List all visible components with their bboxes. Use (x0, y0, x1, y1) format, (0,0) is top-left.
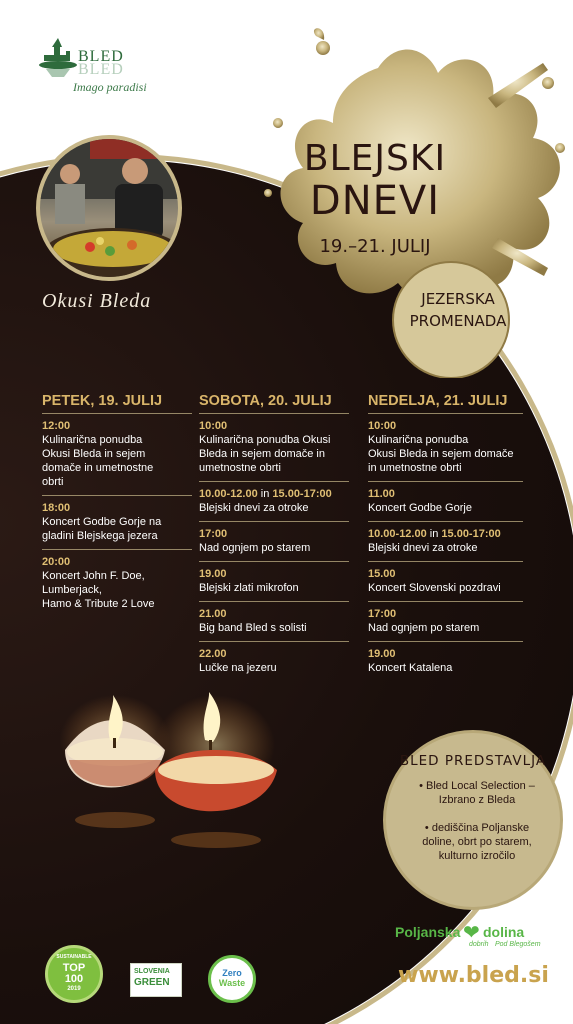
schedule-entry (42, 495, 192, 549)
entry-text: Koncert Katalena (368, 662, 453, 674)
bled-predstavlja-circle (383, 730, 563, 910)
poljanska-dolina-logo (395, 918, 545, 952)
bled-logo (38, 28, 168, 100)
promo-title: BLED PREDSTAVLJA (399, 753, 547, 769)
promo-item: • Bled Local Selection – Izbrano z Bleda (419, 780, 535, 806)
top100-badge (45, 945, 103, 1003)
schedule-entry (368, 413, 523, 481)
okusi-bleda-signature: Okusi Bleda (42, 290, 152, 312)
schedule-entry (368, 481, 523, 521)
bled-logo-icon (38, 33, 78, 83)
entry-text: Koncert Godbe Gorje na gladini Blejskega jezera (42, 516, 162, 542)
entry-time: 12:00 (42, 420, 71, 432)
schedule-entry (199, 521, 349, 561)
entry-text: Kulinarična ponudba Okusi Bleda in sejem domače in umetnostne obrti (368, 434, 514, 474)
entry-text: Big band Bled s solisti (199, 622, 307, 634)
entry-time: 18:00 (42, 502, 71, 514)
entry-time-end: 15.00-17:00 (272, 488, 332, 500)
entry-text: Nad ognjem po starem (199, 542, 311, 554)
schedule-entry (199, 413, 349, 481)
zero-waste-badge (208, 955, 256, 1003)
event-title-line1: BLEJSKI (303, 138, 447, 179)
event-title-line2: DNEVI (309, 178, 441, 224)
day-heading: NEDELJA, 21. JULIJ (368, 393, 508, 409)
event-dates: 19.–21. JULIJ (319, 236, 431, 257)
schedule-entry (199, 641, 349, 681)
entry-text: Koncert Godbe Gorje (368, 502, 472, 514)
badge-green-line2: GREEN (134, 977, 170, 988)
entry-time-start: 10.00-12.00 (199, 488, 258, 500)
badge-zero-line2: Waste (218, 978, 246, 988)
entry-time-start: 10.00-12.00 (368, 528, 427, 540)
entry-time (199, 487, 349, 501)
badge-top-line4: 2019 (67, 986, 81, 992)
day-heading: PETEK, 19. JULIJ (42, 393, 163, 409)
entry-time: 10:00 (199, 420, 228, 432)
schedule-entry (199, 561, 349, 601)
schedule-entry (42, 413, 192, 495)
brand-tagline: Imago paradisi (73, 80, 147, 94)
schedule-entry (368, 561, 523, 601)
entry-time: 17:00 (368, 608, 397, 620)
schedule-day-sunday (368, 393, 523, 681)
schedule-entry (42, 549, 192, 617)
entry-time: 19.00 (199, 568, 227, 580)
schedule-entry (199, 481, 349, 521)
slovenia-green-badge (130, 963, 182, 997)
entry-text: Nad ognjem po starem (368, 622, 480, 634)
entry-time (368, 527, 523, 541)
partner-sub1: dobrih (469, 941, 489, 948)
entry-time-joiner: in (257, 488, 273, 500)
entry-text: Lučke na jezeru (199, 662, 277, 674)
entry-time: 21.00 (199, 608, 227, 620)
entry-time: 15.00 (368, 568, 396, 580)
partner-sub2: Pod Blegošem (495, 941, 541, 948)
website-url[interactable]: www.bled.si (398, 963, 549, 988)
schedule-day-saturday (199, 393, 349, 681)
entry-text: Koncert John F. Doe, Lumberjack, Hamo & Tribute 2 Love (42, 570, 155, 610)
candles-image (55, 690, 295, 890)
chef-photo (36, 135, 182, 281)
partner-word1: Poljanska (395, 924, 461, 940)
schedule-entry (368, 521, 523, 561)
venue-line1: JEZERSKA (421, 290, 495, 308)
brand-name: BLED (78, 48, 124, 65)
entry-text: Koncert Slovenski pozdravi (368, 582, 501, 594)
entry-time: 10:00 (368, 420, 397, 432)
badge-zero-line1: Zero (222, 968, 242, 978)
entry-text: Kulinarična ponudba Okusi Bleda in sejem domače in umetnostne obrti (199, 434, 331, 474)
partner-word2: dolina (483, 924, 525, 940)
entry-text: Blejski dnevi za otroke (368, 542, 478, 554)
entry-time-end: 15.00-17:00 (441, 528, 501, 540)
entry-text: Blejski dnevi za otroke (199, 502, 309, 514)
day-heading: SOBOTA, 20. JULIJ (199, 393, 332, 409)
schedule-day-friday (42, 393, 192, 617)
schedule-entry (368, 601, 523, 641)
venue-line2: PROMENADA (409, 312, 507, 330)
entry-time-joiner: in (426, 528, 442, 540)
schedule-entry (199, 601, 349, 641)
entry-time: 22.00 (199, 648, 227, 660)
entry-time: 17:00 (199, 528, 228, 540)
heart-icon: ❤ (463, 922, 480, 944)
entry-time: 11.00 (368, 488, 395, 500)
schedule-entry (368, 641, 523, 681)
entry-time: 20:00 (42, 556, 71, 568)
entry-text: Kulinarična ponudba Okusi Bleda in sejem domače in umetnostne obrti (42, 434, 154, 488)
entry-text: Blejski zlati mikrofon (199, 582, 299, 594)
badge-top-line2: TOP (62, 962, 86, 974)
badge-green-line1: SLOVENIA (134, 968, 170, 975)
brand-reflection: BLED (78, 61, 124, 78)
badge-top-line3: 100 (64, 973, 84, 985)
promo-item: • dediščina Poljanske doline, obrt po starem, kulturno izročilo (422, 822, 532, 862)
entry-time: 19.00 (368, 648, 396, 660)
badge-top-line1: SUSTAINABLE (56, 954, 92, 960)
